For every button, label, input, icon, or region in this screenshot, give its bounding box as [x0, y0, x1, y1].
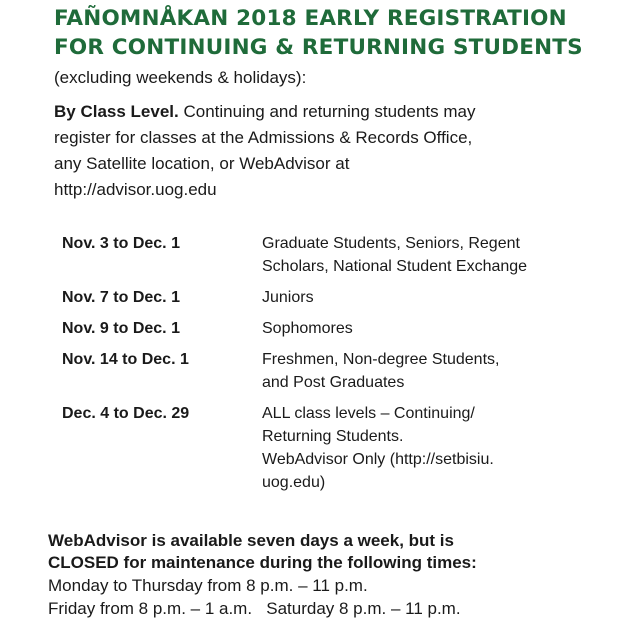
- subtitle: (excluding weekends & holidays):: [54, 68, 307, 87]
- schedule-row: [62, 286, 622, 309]
- intro-line-1-rest: Continuing and returning students may: [178, 102, 476, 121]
- schedule-row: [62, 348, 622, 394]
- schedule-row: [62, 232, 622, 278]
- schedule-group-line: Scholars, National Student Exchange: [262, 258, 528, 275]
- schedule-group-line: and Post Graduates: [262, 374, 405, 391]
- schedule-group: [262, 232, 622, 278]
- schedule-row: [62, 317, 622, 340]
- schedule-table: [62, 232, 622, 494]
- schedule-group-line: ALL class levels – Continuing/: [262, 405, 475, 422]
- schedule-group-line: uog.edu): [262, 474, 326, 491]
- schedule-date: Nov. 9 to Dec. 1: [62, 320, 180, 337]
- schedule-group: [262, 348, 622, 394]
- maintenance-hours-weekend: Friday from 8 p.m. – 1 a.m. Saturday 8 p.m. – 11 p.m.: [48, 599, 461, 618]
- schedule-date: Nov. 14 to Dec. 1: [62, 351, 189, 368]
- schedule-group-line: Graduate Students, Seniors, Regent: [262, 235, 520, 252]
- schedule-group-line: Returning Students.: [262, 428, 404, 445]
- schedule-date: Nov. 7 to Dec. 1: [62, 289, 180, 306]
- maintenance-heading-line-2: CLOSED for maintenance during the following times:: [48, 553, 477, 572]
- schedule-date: Dec. 4 to Dec. 29: [62, 405, 190, 422]
- schedule-group: [262, 286, 622, 309]
- title-line-2: FOR CONTINUING & RETURNING STUDENTS: [54, 35, 583, 60]
- intro-paragraph: [54, 99, 614, 203]
- schedule-group-line: Freshmen, Non-degree Students,: [262, 351, 500, 368]
- intro-line-3: any Satellite location, or WebAdvisor at: [54, 154, 350, 173]
- intro-line-1: [54, 99, 614, 125]
- schedule-date: Nov. 3 to Dec. 1: [62, 235, 180, 252]
- intro-url: http://advisor.uog.edu: [54, 180, 217, 199]
- schedule-group-line: WebAdvisor Only (http://setbisiu.: [262, 451, 494, 468]
- schedule-group-line: Sophomores: [262, 320, 353, 337]
- title-line-1: FAÑOMNÅKAN 2018 EARLY REGISTRATION: [54, 6, 567, 31]
- schedule-row: [62, 402, 622, 494]
- schedule-group: [262, 317, 622, 340]
- maintenance-hours-weekday: Monday to Thursday from 8 p.m. – 11 p.m.: [48, 576, 368, 595]
- intro-lead: By Class Level.: [54, 102, 179, 121]
- intro-line-2: register for classes at the Admissions & Records Office,: [54, 128, 473, 147]
- schedule-group-line: Juniors: [262, 289, 314, 306]
- page-title: [54, 4, 583, 62]
- maintenance-notice: [48, 530, 628, 620]
- schedule-group: [262, 402, 622, 494]
- maintenance-heading-line-1: WebAdvisor is available seven days a week, but is: [48, 531, 454, 550]
